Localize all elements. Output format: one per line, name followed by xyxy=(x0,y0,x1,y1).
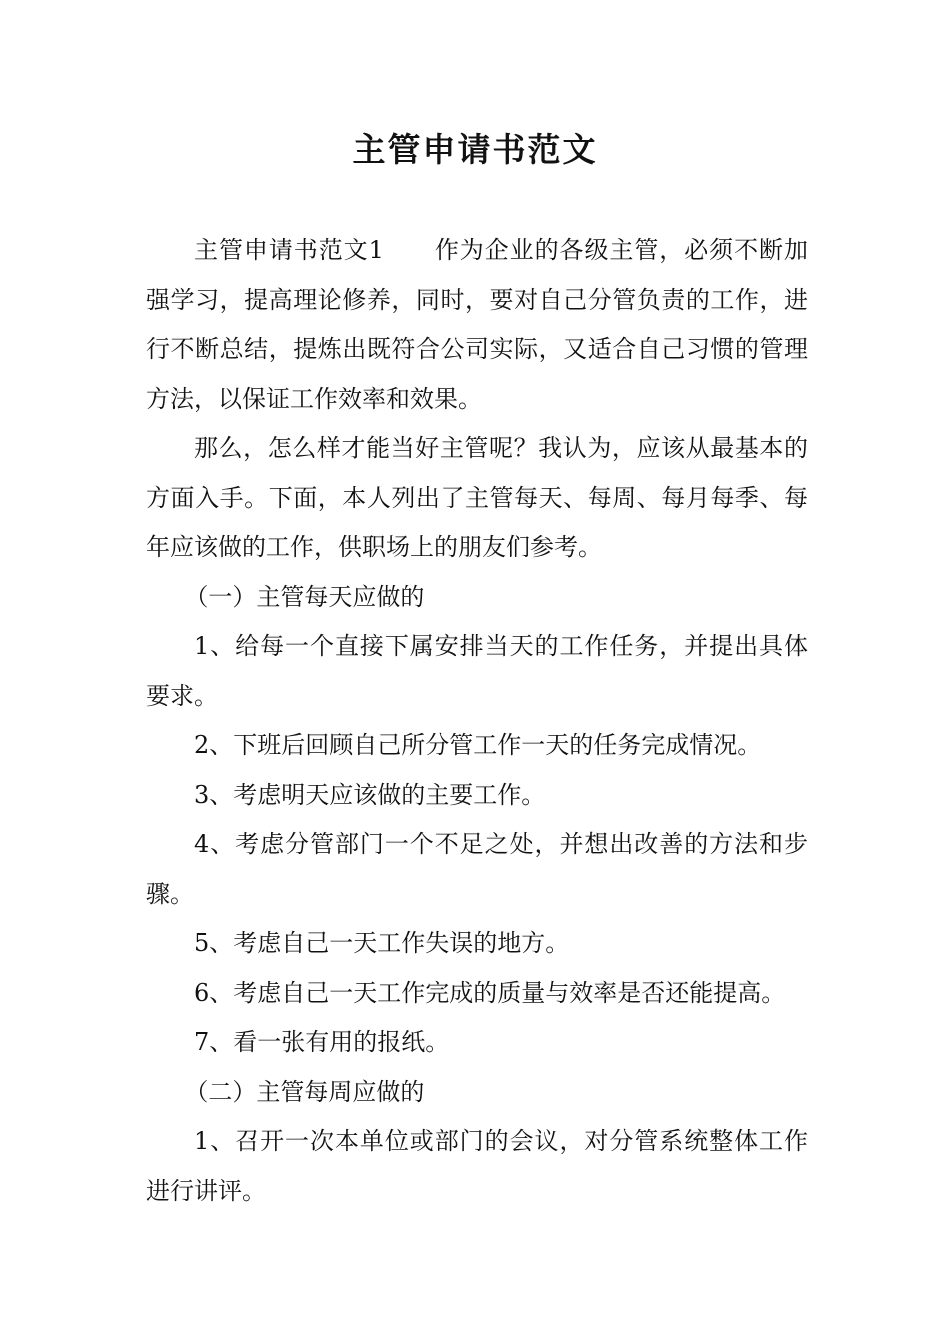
paragraph-overview: 那么，怎么样才能当好主管呢？我认为，应该从最基本的方面入手。下面，本人列出了主管每天、每周、每月每季、每年应该做的工作，供职场上的朋友们参考。 xyxy=(146,434,808,561)
list-item-daily-1: 1、给每一个直接下属安排当天的工作任务，并提出具体要求。 xyxy=(146,632,808,710)
section-heading-daily: （一）主管每天应做的 xyxy=(184,582,425,611)
list-item-daily-5: 5、考虑自己一天工作失误的地方。 xyxy=(194,929,570,957)
list-item-daily-6: 6、考虑自己一天工作完成的质量与效率是否还能提高。 xyxy=(194,978,786,1007)
intro-paragraph xyxy=(146,226,808,424)
intro-text: 作为企业的各级主管，必须不断加强学习，提高理论修养，同时，要对自己分管负责的工作，进行不断总结，提炼出既符合公司实际，又适合自己习惯的管理方法，以保证工作效率和效果。 xyxy=(146,236,809,413)
list-item-daily-4: 4、考虑分管部门一个不足之处，并想出改善的方法和步骤。 xyxy=(146,830,808,908)
document-title: 主管申请书范文 xyxy=(352,130,598,169)
intro-label: 主管申请书范文1 xyxy=(194,236,384,264)
document-body xyxy=(146,226,808,1216)
list-item-weekly-1: 1、召开一次本单位或部门的会议，对分管系统整体工作进行讲评。 xyxy=(146,1127,808,1205)
list-item-daily-3: 3、考虑明天应该做的主要工作。 xyxy=(194,780,546,809)
list-item-daily-7: 7、看一张有用的报纸。 xyxy=(194,1028,450,1056)
section-heading-weekly: （二）主管每周应做的 xyxy=(184,1077,425,1106)
list-item-daily-2: 2、下班后回顾自己所分管工作一天的任务完成情况。 xyxy=(194,731,762,759)
